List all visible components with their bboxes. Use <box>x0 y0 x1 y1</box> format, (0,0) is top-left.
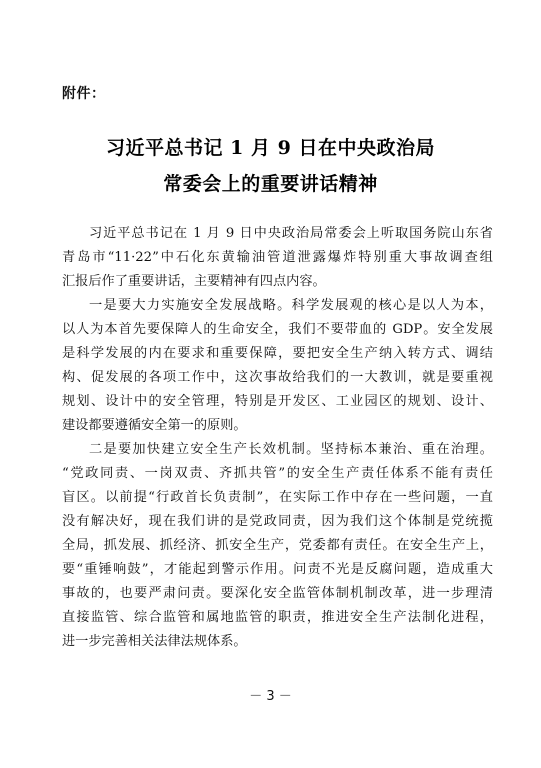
text-line: 规划、设计中的安全管理，特别是开发区、工业园区的规划、设计、 <box>62 394 493 409</box>
document-title-line-2: 常委会上的重要讲话精神 <box>163 173 378 195</box>
text-line: 构、促发展的各项工作中，这次事故给我们的一大教训，就是要重视 <box>62 370 493 385</box>
text-line: 是科学发展的内在要求和重要保障，要把安全生产纳入转方式、调结 <box>62 346 493 361</box>
text-line: 以人为本首先要保障人的生命安全，我们不要带血的 GDP。安全发展 <box>62 322 493 337</box>
text-line: 要“重锤响鼓”，才能起到警示作用。问责不光是反腐问题，造成重大 <box>62 562 493 577</box>
paragraph-point-one <box>62 294 493 438</box>
text-line: 进一步完善相关法律法规体系。 <box>62 634 247 649</box>
paragraph-intro <box>62 222 493 294</box>
text-line: 二是要加快建立安全生产长效机制。坚持标本兼治、重在治理。 <box>89 442 493 457</box>
text-line: 没有解决好，现在我们讲的是党政同责，因为我们这个体制是党统揽 <box>62 514 493 529</box>
text-line: 事故的，也要严肃问责。要深化安全监管体制机制改革，进一步理清 <box>62 586 493 601</box>
text-line: “党政同责、一岗双责、齐抓共管”的安全生产责任体系不能有责任 <box>62 466 493 481</box>
document-body <box>62 222 493 654</box>
text-line: 全局，抓发展、抓经济、抓安全生产，党委都有责任。在安全生产上， <box>62 538 493 553</box>
text-line: 一是要大力实施安全发展战略。科学发展观的核心是以人为本， <box>89 298 493 313</box>
text-line: 盲区。以前提“行政首长负责制”，在实际工作中存在一些问题，一直 <box>62 490 493 505</box>
text-line: 直接监管、综合监管和属地监管的职责，推进安全生产法制化进程， <box>62 610 493 625</box>
text-line: 建设都要遵循安全第一的原则。 <box>62 418 247 433</box>
text-line: 汇报后作了重要讲话，主要精神有四点内容。 <box>62 274 326 289</box>
attachment-label: 附件： <box>62 86 106 102</box>
document-title-line-1: 习近平总书记 1 月 9 日在中央政治局 <box>106 137 435 159</box>
paragraph-point-two <box>62 438 493 654</box>
text-line: 习近平总书记在 1 月 9 日中央政治局常委会上听取国务院山东省 <box>89 226 493 241</box>
text-line: 青岛市“11·22”中石化东黄输油管道泄露爆炸特别重大事故调查组 <box>62 250 493 265</box>
page-number: － 3 － <box>249 689 292 704</box>
